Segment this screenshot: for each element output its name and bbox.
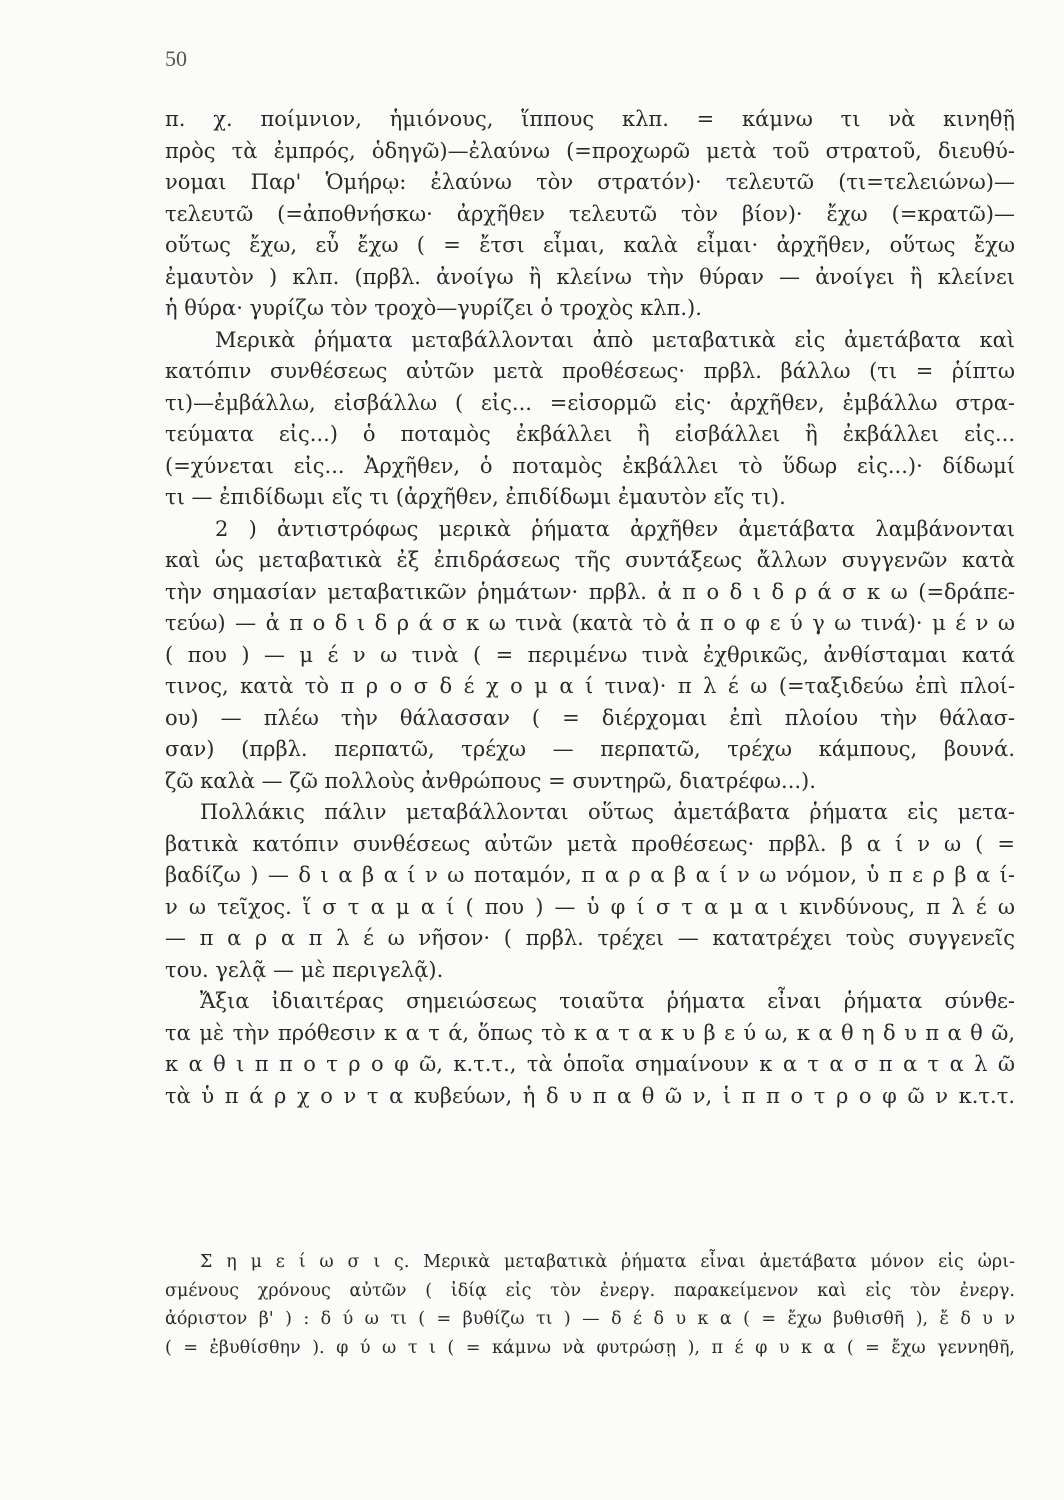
text-line: κ α θ ι π π ο τ ρ ο φ ῶ, κ.τ.τ., τὰ ὁποῖα σημαίνουν κ α τ α σ π α τ α λ ῶ [165, 1052, 1015, 1076]
text-line: βαδίζω ) — δ ι α β α ί ν ω ποταμόν, π α ρ α β α ί ν ω νόμον, ὑ π ε ρ β α ί- [165, 863, 1015, 887]
text-line: τὰ ὑ π ά ρ χ ο ν τ α κυβεύων, ἡ δ υ π α θ ῶ ν, ἱ π π ο τ ρ ο φ ῶ ν κ.τ.τ. [165, 1083, 1015, 1108]
footnote [165, 1248, 1015, 1362]
text-line: καὶ ὡς μεταβατικὰ ἐξ ἐπιδράσεως τῆς συντάξεως ἄλλων συγγενῶν κατὰ [165, 548, 1015, 572]
text-line: τι)—ἐμβάλλω, εἰσβάλλω ( εἰς... =εἰσορμῶ εἰς· ἀρχῆθεν, ἐμβάλλω στρα- [165, 390, 1015, 415]
text-line: π. χ. ποίμνιον, ἡμιόνους, ἵππους κλπ. = κάμνω τι νὰ κινηθῇ [165, 107, 1015, 131]
text-line: 2 ) ἀντιστρόφως μερικὰ ῥήματα ἀρχῆθεν ἀμετάβατα λαμβάνονται [215, 516, 1015, 541]
text-line: τι — ἐπιδίδωμι εἴς τι (ἀρχῆθεν, ἐπιδίδωμι ἐμαυτὸν εἴς τι). [165, 485, 786, 509]
text-line: τινος, κατὰ τὸ π ρ ο σ δ έ χ ο μ α ί τινα)· π λ έ ω (=ταξιδεύω ἐπὶ πλοί- [165, 674, 1015, 698]
text-line: κατόπιν συνθέσεως αὐτῶν μετὰ προθέσεως· πρβλ. βάλλω (τι = ῥίπτω [165, 359, 1015, 383]
text-line: βατικὰ κατόπιν συνθέσεως αὐτῶν μετὰ προθέσεως· πρβλ. β α ί ν ω ( = [165, 831, 1015, 856]
main-text [165, 104, 1015, 1112]
footnote-line: ἀόριστον β' ) : δ ύ ω τι ( = βυθίζω τι ) — δ έ δ υ κ α ( = ἔχω βυθισθῆ ), ἔ δ υ ν [165, 1309, 1015, 1329]
text-line: ου) — πλέω τὴν θάλασσαν ( = διέρχομαι ἐπὶ πλοίου τὴν θάλασ- [165, 705, 1015, 730]
text-line: τελευτῶ (=ἀποθνήσκω· ἀρχῆθεν τελευτῶ τὸν βίον)· ἔχω (=κρατῶ)— [165, 201, 1015, 226]
text-line: τεύω) — ἀ π ο δ ι δ ρ ά σ κ ω τινὰ (κατὰ τὸ ἀ π ο φ ε ύ γ ω τινά)· μ έ ν ω [165, 611, 1015, 635]
text-line: σαν) (πρβλ. περπατῶ, τρέχω — περπατῶ, τρέχω κάμπους, βουνά. [165, 737, 1015, 761]
text-line: τα μὲ τὴν πρόθεσιν κ α τ ά, ὅπως τὸ κ α τ α κ υ β ε ύ ω, κ α θ η δ υ π α θ ῶ, [165, 1020, 1015, 1045]
text-line: (=χύνεται εἰς... Ἀρχῆθεν, ὁ ποταμὸς ἐκβάλλει τὸ ὕδωρ εἰς...)· δίδωμί [165, 453, 1015, 478]
text-line: οὕτως ἔχω, εὖ ἔχω ( = ἔτσι εἶμαι, καλὰ εἶμαι· ἀρχῆθεν, οὕτως ἔχω [165, 233, 1015, 257]
footnote-line: Σ η μ ε ί ω σ ι ς. Μερικὰ μεταβατικὰ ῥήματα εἶναι ἀμετάβατα μόνον εἰς ὡρι- [200, 1252, 1015, 1272]
text-line: ν ω τεῖχος. ἵ σ τ α μ α ί ( που ) — ὑ φ ί σ τ α μ α ι κινδύνους, π λ έ ω [165, 894, 1015, 919]
text-line: — π α ρ α π λ έ ω νῆσον· ( πρβλ. τρέχει — κατατρέχει τοὺς συγγενεῖς [165, 926, 1015, 950]
text-line: του. γελᾷ — μὲ περιγελᾷ). [165, 957, 444, 982]
text-line: ( που ) — μ έ ν ω τινὰ ( = περιμένω τινὰ ἐχθρικῶς, ἀνθίσταμαι κατά [165, 642, 1015, 667]
text-line: τεύματα εἰς...) ὁ ποταμὸς ἐκβάλλει ἢ εἰσβάλλει ἢ ἐκβάλλει εἰς... [165, 422, 1015, 446]
text-line: Ἄξια ἰδιαιτέρας σημειώσεως τοιαῦτα ῥήματα εἶναι ῥήματα σύνθε- [200, 989, 1015, 1013]
text-line: ἐμαυτὸν ) κλπ. (πρβλ. ἀνοίγω ἢ κλείνω τὴν θύραν — ἀνοίγει ἢ κλείνει [165, 264, 1015, 289]
text-line: πρὸς τὰ ἐμπρός, ὁδηγῶ)—ἐλαύνω (=προχωρῶ μετὰ τοῦ στρατοῦ, διευθύ- [165, 138, 1015, 163]
text-line: Πολλάκις πάλιν μεταβάλλονται οὕτως ἀμετάβατα ῥήματα εἰς μετα- [200, 800, 1015, 824]
text-line: Μερικὰ ῥήματα μεταβάλλονται ἀπὸ μεταβατικὰ εἰς ἀμετάβατα καὶ [215, 327, 1015, 352]
footnote-line: σμένους χρόνους αὐτῶν ( ἰδίᾳ εἰς τὸν ἐνεργ. παρακείμενον καὶ εἰς τὸν ἐνεργ. [165, 1280, 1015, 1301]
text-line: ἡ θύρα· γυρίζω τὸν τροχὸ—γυρίζει ὁ τροχὸς κλπ.). [165, 296, 702, 320]
text-line: νομαι Παρ' Ὁμήρῳ: ἐλαύνω τὸν στρατόν)· τελευτῶ (τι=τελειώνω)— [165, 170, 1015, 194]
footnote-line: ( = ἐβυθίσθην ). φ ύ ω τ ι ( = κάμνω νὰ φυτρώσῃ ), π έ φ υ κ α ( = ἔχω γεννηθῆ, [165, 1337, 1015, 1358]
text-line: τὴν σημασίαν μεταβατικῶν ῥημάτων· πρβλ. ἀ π ο δ ι δ ρ ά σ κ ω (=δράπε- [165, 579, 1015, 604]
text-line: ζῶ καλὰ — ζῶ πολλοὺς ἀνθρώπους = συντηρῶ, διατρέφω...). [165, 768, 816, 793]
page-number: 50 [165, 46, 187, 71]
